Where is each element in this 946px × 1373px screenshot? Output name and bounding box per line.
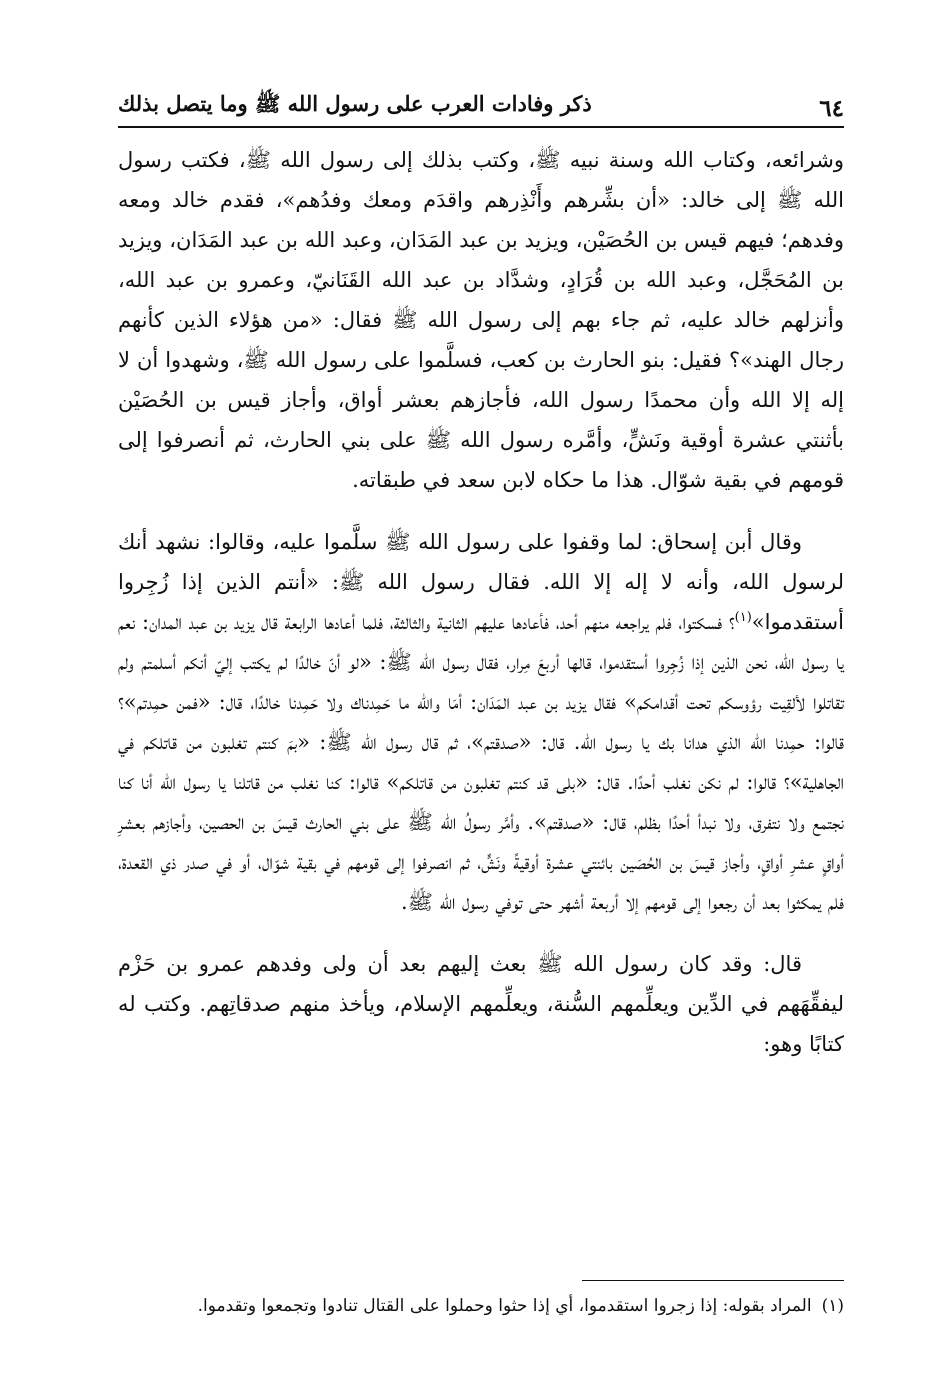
paragraph-1: وشرائعه، وكتاب الله وسنة نبيه ﷺ، وكتب بذلك إلى رسول الله ﷺ، فكتب رسول الله ﷺ إلى خالد: «أن بشِّرهم وأَنْذِرهم واقدَم ومعك وفدُهم»، فقدم خالد ومعه وفدهم؛ فيهم قيس بن الحُصَيْن، ويزيد بن عبد المَدَان، وعبد الله بن عبد المَدَان، ويزيد بن المُحَجَّل، وعبد الله بن قُرَادٍ، وشدَّاد بن عبد الله القَنَانيّ، وعمرو بن عبد الله، وأنزلهم خالد عليه، ثم جاء بهم إلى رسول الله ﷺ فقال: «من هؤلاء الذين كأنهم رجال الهند»؟ فقيل: بنو الحارث بن كعب، فسلَّموا على رسول الله ﷺ، وشهدوا أن لا إله إلا الله وأن محمدًا رسول الله، فأجازهم بعشر أواق، وأجاز قيس بن الحُصَيْن بأثنتي عشرة أوقية ونَشٍّ، وأمَّره رسول الله ﷺ على بني الحارث، ثم أنصرفوا إلى قومهم في بقية شوّال. هذا ما حكاه لابن سعد في طبقاته.	[118, 148, 844, 492]
main-text	[118, 140, 844, 1064]
page-header	[118, 86, 844, 122]
paragraph-2	[118, 522, 844, 922]
footnote-text: المراد بقوله: إذا زجروا استقدموا، أي إذا حثوا وحملوا على القتال تنادوا وتجمعوا وتقدموا.	[197, 1296, 812, 1316]
footnote	[118, 1292, 844, 1320]
footnote-marker: (١)	[821, 1296, 844, 1316]
paragraph-2-part-1: وقال أبن إسحاق: لما وقفوا على رسول الله ﷺ سلَّموا عليه، وقالوا: نشهد أنك لرسول الله، وأنه لا إله إلا الله. فقال رسول الله ﷺ: «أنتم الذين إذا زُجِروا أستقدموا»	[118, 530, 844, 634]
footnote-reference: (١)	[734, 610, 752, 625]
running-title: ذكر وفادات العرب على رسول الله ﷺ وما يتصل بذلك	[118, 91, 592, 116]
paragraph-2-part-2: ؟ فسكتوا، فلم يراجعه منهم أحد، فأعادها عليهم الثانية والثالثة، فلما أعادها الرابعة قال يزيد بن عبد المدان: نعم يا رسول الله، نحن الذين إذا زُجِروا أستقدموا، قالها أربعَ مِرار، فقال رسول الله ﷺ: «لو أنّ خالدًا لم يكتب إليّ أنكم أسلمتم ولم تقاتلوا لألقِيت رؤوسكم تحت أقدامكم» فقال يزيد بن عبد المَدَان: أمَا والله ما حَمِدناك ولا حَمِدنا خالدًا، قال: «فمن حمِدتم»؟ قالوا: حمِدنا الله الذي هدانا بك يا رسول الله. قال: «صدقتم»، ثم قال رسول الله ﷺ: «بمَ كنتم تغلبون من قاتلكم في الجاهلية»؟ قالوا: لم نكن نغلب أحدًا. قال: «بلى قد كنتم تغلبون من قاتلكم» قالوا: كنا نغلب من قاتلنا يا رسول الله أنا كنا نجتمع ولا نتفرق، ولا نبدأ أحدًا بظلم، قال: «صدقتم». وأمَّر رسولُ الله ﷺ على بني الحارث قيسَ بن الحصين، وأجازهم بعشرِ أواقٍ عشرِ أواقٍ، وأجاز قيسَ بن الحُصَين بائنتي عشرة أوقيةً ونَشٍّ، ثم انصرفوا إلى قومهم في بقية شوّال، أو في صدر ذي القعدة، فلم يمكثوا بعد أن رجعوا إلى قومهم إلا أربعة أشهر حتى توفي رسول الله ﷺ.	[118, 610, 844, 914]
footnote-rule	[582, 1280, 844, 1281]
header-rule	[118, 126, 844, 128]
page-number: ٦٤	[819, 95, 844, 122]
paragraph-3: قال: وقد كان رسول الله ﷺ بعث إليهم بعد أن ولى وفدهم عمرو بن حَزْم ليفقِّهَهم في الدِّين ويعلِّمهم السُّنة، ويعلِّمهم الإسلام، ويأخذ منهم صدقاتِهم. وكتب له كتابًا وهو:	[118, 952, 844, 1056]
